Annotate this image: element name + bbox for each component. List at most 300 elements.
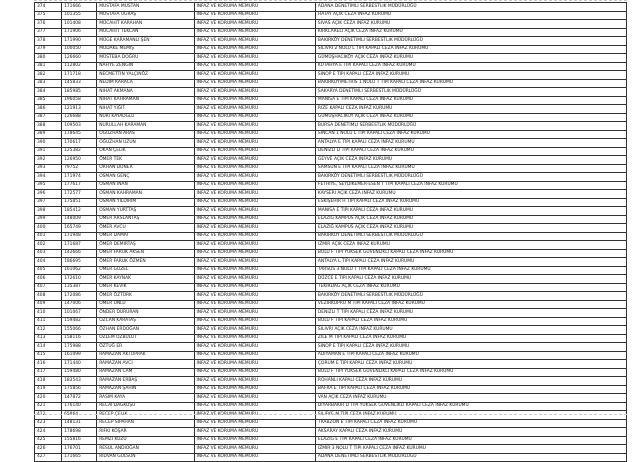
row-title: INFAZ VE KORUMA MEMURU [194,394,315,403]
row-title: INFAZ VE KORUMA MEMURU [194,351,315,360]
row-name: RIFKI KOŞAR [97,428,194,437]
row-name: NIHAT KAHRAMAN [97,96,194,105]
row-id: 175856 [62,385,97,394]
table-row [35,317,627,326]
row-title: INFAZ VE KORUMA MEMURU [194,283,315,292]
table-row [35,334,627,343]
row-title: INFAZ VE KORUMA MEMURU [194,20,315,29]
row-title: INFAZ VE KORUMA MEMURU [194,241,315,250]
row-institution: ADANA DENETIMLI SERBESTLIK MÜDÜRLÜĞÜ [315,453,626,462]
row-number: 401 [35,232,62,241]
row-id: 159482 [62,317,97,326]
table-row [35,419,627,428]
row-name: ÖZHAN ERDOĞAN [97,326,194,335]
row-id: 65864 [62,411,97,420]
row-title: INFAZ VE KORUMA MEMURU [194,181,315,190]
row-name: OSMAN INAN [97,181,194,190]
row-title: INFAZ VE KORUMA MEMURU [194,207,315,216]
row-name: NURULLAH KARAMAN [97,122,194,131]
row-id: 142666 [62,249,97,258]
row-id: 171974 [62,173,97,182]
row-institution: MANISA E TIPI KAPALI CEZA INFAZ KURUMU [315,207,626,216]
row-name: RECEP SIPAHAN [97,419,194,428]
row-title: INFAZ VE KORUMA MEMURU [194,173,315,182]
row-number: 391 [35,147,62,156]
row-id: 126950 [62,156,97,165]
row-title: INFAZ VE KORUMA MEMURU [194,266,315,275]
table-row [35,377,627,386]
row-institution: ANTALYA L TIPI KAPALI CEZA INFAZ KURUMU [315,258,626,267]
table-row [35,113,627,122]
row-title: INFAZ VE KORUMA MEMURU [194,190,315,199]
row-name: ÖZLEM ÖZBULUT [97,334,194,343]
row-institution: BOLU F TIPI KAPALI CEZA INFAZ KURUMU [315,317,626,326]
row-name: NECMETTIN YALÇINÖZ [97,71,194,80]
row-number: 415 [35,351,62,360]
row-title: INFAZ VE KORUMA MEMURU [194,232,315,241]
table-row [35,79,627,88]
row-institution: SINOP E TIPI KAPALI CEZA INFAZ KURUMU [315,343,626,352]
row-id: 158116 [62,334,97,343]
row-number: 422 [35,411,62,420]
row-institution: BAKIRKÖY DENETIMLI SERBESTLIK MÜDÜRLÜĞÜ [315,173,626,182]
table-row [35,181,627,190]
row-title: INFAZ VE KORUMA MEMURU [194,105,315,114]
table-row [35,402,627,411]
row-id: 171990 [62,37,97,46]
row-name: RESUL ANDIOĞAN [97,445,194,454]
row-institution: VEZIRKÖPRÜ M TIPI KAPALI CEZA INFAZ KURUMU [315,300,626,309]
row-id: 176140 [62,402,97,411]
table-row [35,300,627,309]
row-institution: KAYSERI AÇIK CEZA INFAZ KURUMU [315,190,626,199]
row-name: NEDIM KARACA [97,79,194,88]
row-name: REMZI KUZU [97,436,194,445]
table-row [35,292,627,301]
row-id: 175851 [62,198,97,207]
row-name: ÖMER KEVIK [97,283,194,292]
row-name: ÖZCAN KARATAŞ [97,317,194,326]
row-id: 148009 [62,215,97,224]
row-title: INFAZ VE KORUMA MEMURU [194,317,315,326]
row-name: ÖMER ÖZTÜRK [97,292,194,301]
table-row [35,249,627,258]
row-title: INFAZ VE KORUMA MEMURU [194,3,315,12]
row-title: INFAZ VE KORUMA MEMURU [194,292,315,301]
row-name: NURI KAYAOĞLU [97,113,194,122]
row-id: 101408 [62,20,97,29]
row-name: ÖMER TEK [97,156,194,165]
row-title: INFAZ VE KORUMA MEMURU [194,445,315,454]
row-id: 185412 [62,207,97,216]
table-row [35,275,627,284]
row-id: 112802 [62,62,97,71]
row-institution: GEYVE AÇIK CEZA INFAZ KURUMU [315,156,626,165]
row-number: 418 [35,377,62,386]
row-title: INFAZ VE KORUMA MEMURU [194,156,315,165]
row-number: 381 [35,62,62,71]
personnel-table-body [35,3,627,462]
table-row [35,232,627,241]
row-id: 172577 [62,190,97,199]
row-number: 419 [35,385,62,394]
row-id: 170617 [62,139,97,148]
row-institution: DENIZLI T TIPI KAPALI CEZA INFAZ KURUMU [315,309,626,318]
row-title: INFAZ VE KORUMA MEMURU [194,164,315,173]
row-name: OSMAN GENÇ [97,173,194,182]
table-row [35,360,627,369]
row-number: 382 [35,71,62,80]
personnel-table [34,2,627,462]
row-name: MÜDAKE MEMIŞ [97,45,194,54]
table-row [35,215,627,224]
table-row [35,96,627,105]
row-number: 388 [35,122,62,131]
row-institution: BOLU F TIPI YÜKSEK GÜVENLIKLI KAPALI CEZA INFAZ KURUMU [315,368,626,377]
row-name: RIDVAN GÜLSÜN [97,453,194,462]
row-number: 393 [35,164,62,173]
row-title: INFAZ VE KORUMA MEMURU [194,215,315,224]
row-name: OSMAN KAHRAMAN [97,190,194,199]
row-id: 183543 [62,377,97,386]
row-id: 178698 [62,428,97,437]
row-title: INFAZ VE KORUMA MEMURU [194,96,315,105]
row-title: INFAZ VE KORUMA MEMURU [194,360,315,369]
table-row [35,71,627,80]
row-institution: IZMIR 3 NOLU T TIPI KAPALI CEZA INFAZ KURUMU [315,445,626,454]
row-name: OĞUZHAN ARAS [97,130,194,139]
row-id: 165749 [62,224,97,233]
row-number: 409 [35,300,62,309]
row-number: 390 [35,139,62,148]
table-row [35,445,627,454]
row-id: 100050 [62,45,97,54]
row-name: RECAI DAĞKUŞU [97,402,194,411]
row-number: 408 [35,292,62,301]
row-number: 406 [35,275,62,284]
row-institution: GÜMÜŞHACIKÖY AÇIK CEZA INFAZ KURUMU [315,54,626,63]
row-number: 386 [35,105,62,114]
row-institution: MANISA E TIPI KAPALI CEZA INFAZ KURUMU [315,96,626,105]
row-institution: BAKIRKÖY DENETIMLI SERBESTLIK MÜDÜRLÜĞÜ [315,37,626,46]
row-id: 171687 [62,241,97,250]
table-row [35,105,627,114]
table-row [35,122,627,131]
row-title: INFAZ VE KORUMA MEMURU [194,309,315,318]
row-id: 145833 [62,79,97,88]
row-institution: SILIVRI AÇIK CEZA INFAZ KURUMU [315,326,626,335]
row-institution: ELAZIĞ E TIPI KAPALI CEZA INFAZ KURUMU [315,436,626,445]
table-row [35,351,627,360]
row-institution: BAKIRKÖY DENETIMLI SERBESTLIK MÜDÜRLÜĞÜ [315,232,626,241]
table-row [35,156,627,165]
row-name: OĞUZHAN UZUN [97,139,194,148]
row-name: RAMAZAN ERBAŞ [97,377,194,386]
row-name: MUSTAFA UĞRAŞ [97,11,194,20]
row-institution: KIRKLARELI AÇIK CEZA INFAZ KURUMU [315,28,626,37]
row-number: 380 [35,54,62,63]
table-row [35,45,627,54]
row-title: INFAZ VE KORUMA MEMURU [194,402,315,411]
row-title: INFAZ VE KORUMA MEMURU [194,62,315,71]
row-name: ÖMER GÜZEL [97,266,194,275]
row-id: 161062 [62,266,97,275]
row-number: 421 [35,402,62,411]
row-number: 389 [35,130,62,139]
row-id: 147872 [62,394,97,403]
row-number: 416 [35,360,62,369]
row-number: 423 [35,419,62,428]
row-name: MÜSTEBA DOĞRU [97,54,194,63]
row-number: 420 [35,394,62,403]
row-name: NIHAT AKMANA [97,88,194,97]
row-id: 155816 [62,436,97,445]
row-number: 424 [35,428,62,437]
row-number: 377 [35,28,62,37]
row-id: 79752 [62,164,97,173]
row-number: 398 [35,207,62,216]
row-number: 383 [35,79,62,88]
row-title: INFAZ VE KORUMA MEMURU [194,249,315,258]
row-title: INFAZ VE KORUMA MEMURU [194,343,315,352]
row-number: 376 [35,20,62,29]
row-id: 175988 [62,343,97,352]
row-name: MÜGE KARAMANLI ŞEN [97,37,194,46]
table-row [35,241,627,250]
row-name: ÖMER ÜNLÜ [97,300,194,309]
row-number: 400 [35,224,62,233]
row-name: MUSTAFA MUSTAN [97,3,194,12]
row-title: INFAZ VE KORUMA MEMURU [194,453,315,462]
row-institution: SILIVRI 2 NOLU L TIPI KAPALI CEZA INFAZ KURUMU [315,45,626,54]
row-institution: ADIYAMAN E TIPI KAPALI CEZA INFAZ KURUMU [315,351,626,360]
row-id: 171665 [62,453,97,462]
personnel-list-sheet [34,0,627,462]
row-number: 396 [35,190,62,199]
row-name: RAMAZAN ŞAHIN [97,385,194,394]
row-name: MÜCAHIT TEKCAN [97,28,194,37]
row-id: 196058 [62,96,97,105]
row-title: INFAZ VE KORUMA MEMURU [194,300,315,309]
table-row [35,224,627,233]
row-institution: ELAZIĞ KAMPUS AÇIK CEZA INFAZ KURUMU [315,215,626,224]
row-id: 148131 [62,419,97,428]
table-row [35,207,627,216]
row-title: INFAZ VE KORUMA MEMURU [194,275,315,284]
row-name: RAMAZAN AKTOPRAK [97,351,194,360]
table-row [35,266,627,275]
row-institution: TRABZON E TIPI KAPALI CEZA INFAZ KURUMU [315,419,626,428]
row-institution: ÇORUM E TIPI KAPALI CEZA INFAZ KURUMU [315,360,626,369]
row-number: 426 [35,445,62,454]
footer-rule [34,414,627,415]
row-name: ÖMER FARUK AKSEN [97,249,194,258]
row-title: INFAZ VE KORUMA MEMURU [194,377,315,386]
row-title: INFAZ VE KORUMA MEMURU [194,147,315,156]
table-row [35,309,627,318]
table-row [35,164,627,173]
row-id: 171666 [62,3,97,12]
row-id: 147006 [62,300,97,309]
row-number: 411 [35,317,62,326]
table-row [35,130,627,139]
row-number: 417 [35,368,62,377]
table-row [35,147,627,156]
row-number: 374 [35,3,62,12]
row-institution: SIVAS AÇIK CEZA INFAZ KURUMU [315,20,626,29]
row-number: 394 [35,173,62,182]
table-row [35,436,627,445]
row-title: INFAZ VE KORUMA MEMURU [194,88,315,97]
table-row [35,28,627,37]
row-id: 126660 [62,54,97,63]
table-row [35,394,627,403]
row-number: 375 [35,11,62,20]
row-id: 171906 [62,28,97,37]
row-institution: HATAY AÇIK CEZA INFAZ KURUMU [315,11,626,20]
row-name: ÖZTUĞ ER [97,343,194,352]
row-number: 378 [35,37,62,46]
row-number: 379 [35,45,62,54]
row-number: 402 [35,241,62,250]
table-row [35,198,627,207]
row-institution: SINOP E TIPI KAPALI CEZA INFAZ KURUMU [315,71,626,80]
row-id: 159480 [62,368,97,377]
row-institution: RIZE KAPALI CEZA INFAZ KURUMU [315,105,626,114]
table-row [35,3,627,12]
table-row [35,62,627,71]
row-institution: BAKIRKÖY/METRIS 1 NOLU T TIPI KAPALI CEZA INFAZ KURUMU [315,79,626,88]
row-title: INFAZ VE KORUMA MEMURU [194,326,315,335]
row-title: INFAZ VE KORUMA MEMURU [194,139,315,148]
row-id: 101355 [62,11,97,20]
row-id: 178645 [62,130,97,139]
row-institution: VAN AÇIK CEZA INFAZ KURUMU [315,394,626,403]
row-number: 425 [35,436,62,445]
row-number: 387 [35,113,62,122]
row-number: 410 [35,309,62,318]
row-number: 397 [35,198,62,207]
row-title: INFAZ VE KORUMA MEMURU [194,79,315,88]
row-name: OKAN ÇELIK [97,147,194,156]
row-title: INFAZ VE KORUMA MEMURU [194,198,315,207]
row-title: INFAZ VE KORUMA MEMURU [194,28,315,37]
table-row [35,453,627,462]
table-row [35,88,627,97]
row-institution: SILIFKE M TIPI CEZA INFAZ KURUMU [315,411,626,420]
row-id: 172086 [62,292,97,301]
row-name: ÖMER KAYNAK [97,275,194,284]
table-row [35,428,627,437]
row-title: INFAZ VE KORUMA MEMURU [194,436,315,445]
row-number: 403 [35,249,62,258]
row-id: 121913 [62,105,97,114]
row-institution: TARSUS 3 NOLU T TIPI KAPALI CEZA INFAZ KURUMU [315,266,626,275]
row-institution: BURSA DENETIMLI SERBESTLIK MÜDÜRLÜĞÜ [315,122,626,131]
row-title: INFAZ VE KORUMA MEMURU [194,11,315,20]
row-name: ÖMER ARSLANTAŞ [97,215,194,224]
table-row [35,258,627,267]
row-name: OSMAN YURTTAŞ [97,207,194,216]
row-number: 392 [35,156,62,165]
row-institution: ZILE M TIPI KAPALI CEZA INFAZ KURUMU [315,334,626,343]
row-institution: ANTALYA E TIPI KAPALI CEZA INFAZ KURUMU [315,139,626,148]
row-id: 126688 [62,113,97,122]
row-title: INFAZ VE KORUMA MEMURU [194,385,315,394]
row-number: 412 [35,326,62,335]
row-title: INFAZ VE KORUMA MEMURU [194,258,315,267]
table-row [35,173,627,182]
row-institution: FETHIYE, SEYDIKEMER-ESEN T TIPI KAPALI CEZA INFAZ KURUMU [315,181,626,190]
table-row [35,37,627,46]
row-name: RECEP ÇELIK [97,411,194,420]
row-id: 135387 [62,283,97,292]
row-name: NAFIYE ZENGIN [97,62,194,71]
row-title: INFAZ VE KORUMA MEMURU [194,419,315,428]
row-name: RAMAZAN AVCI [97,360,194,369]
row-id: 172610 [62,275,97,284]
row-id: 171718 [62,71,97,80]
row-institution: ADANA DENETIMLI SERBESTLIK MÜDÜRLÜĞÜ [315,3,626,12]
row-institution: SAMSUN E TIPI KAPALI CEZA INFAZ KURUMU [315,164,626,173]
row-title: INFAZ VE KORUMA MEMURU [194,224,315,233]
row-name: ÖMER DEMIRTAŞ [97,241,194,250]
row-institution: TEKIRDAĞ AÇIK CEZA INFAZ KURUMU [315,283,626,292]
row-name: ÖNDER DURURAN [97,309,194,318]
row-title: INFAZ VE KORUMA MEMURU [194,45,315,54]
row-id: 171948 [62,232,97,241]
row-institution: SINCAN 1 NOLU L TIPI KAPALI CEZA INFAZ KURUMU [315,130,626,139]
table-row [35,283,627,292]
row-institution: GÜMÜŞHACIKÖY AÇIK CEZA INFAZ KURUMU [315,113,626,122]
row-institution: IZMIR AÇIK CEZA INFAZ KURUMU [315,241,626,250]
row-institution: AKSARAY KAPALI CEZA INFAZ KURUMU [315,428,626,437]
row-number: 399 [35,215,62,224]
row-number: 385 [35,96,62,105]
row-title: INFAZ VE KORUMA MEMURU [194,130,315,139]
row-title: INFAZ VE KORUMA MEMURU [194,113,315,122]
row-number: 407 [35,283,62,292]
row-institution: KÜTAHYA E TIPI KAPALI CEZA INFAZ KURUMU [315,62,626,71]
row-name: RASIM KAYA [97,394,194,403]
row-institution: DENIZLI D TIPI KAPALI CEZA INFAZ KURUMU [315,147,626,156]
row-name: NIHAT YIĞIT [97,105,194,114]
table-row [35,11,627,20]
row-number: 405 [35,266,62,275]
row-id: 109503 [62,122,97,131]
row-title: INFAZ VE KORUMA MEMURU [194,71,315,80]
row-number: 404 [35,258,62,267]
row-id: 155066 [62,326,97,335]
row-title: INFAZ VE KORUMA MEMURU [194,37,315,46]
row-name: ÖMER FARUK ÖZMEN [97,258,194,267]
row-id: 125382 [62,147,97,156]
table-row [35,368,627,377]
header-rule [34,0,627,1]
row-title: INFAZ VE KORUMA MEMURU [194,122,315,131]
row-title: INFAZ VE KORUMA MEMURU [194,411,315,420]
row-number: 414 [35,343,62,352]
table-row [35,20,627,29]
row-title: INFAZ VE KORUMA MEMURU [194,334,315,343]
row-id: 171440 [62,360,97,369]
row-title: INFAZ VE KORUMA MEMURU [194,428,315,437]
table-row [35,326,627,335]
row-institution: BOLU F TIPI YÜKSEK GÜVENLIKLI KAPALI CEZA INFAZ KURUMU [315,249,626,258]
row-name: ORHAN DÖNER [97,164,194,173]
row-number: 413 [35,334,62,343]
row-institution: ROHANLI KAPALI CEZA INFAZ KURUMU [315,377,626,386]
